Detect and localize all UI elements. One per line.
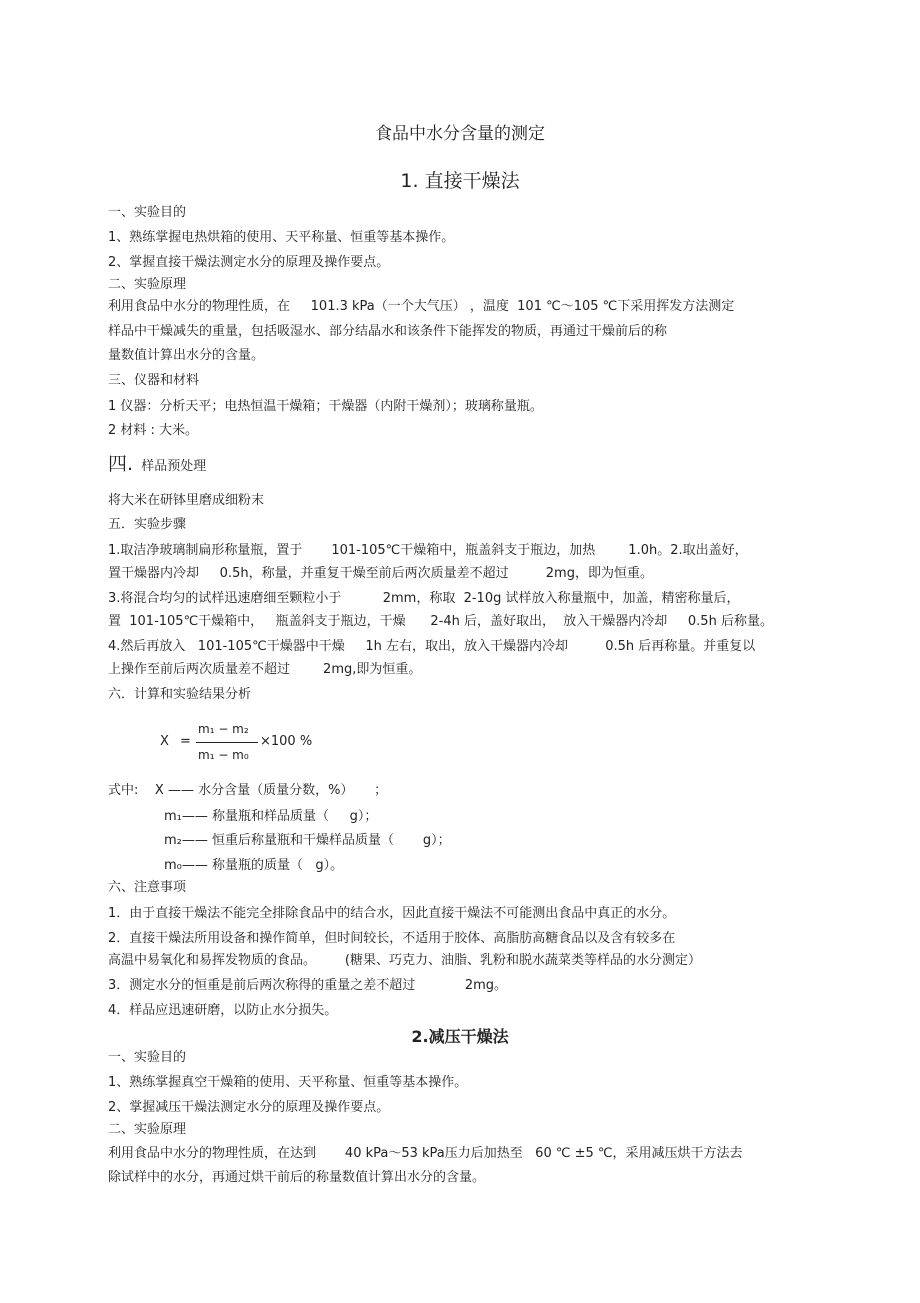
- s1-step-text: 3.将混合均匀的试样迅速磨细至颗粒小于 2mm，称取 2-10g 试样放入称量瓶中，加盖，精密称量后，: [108, 591, 740, 606]
- s1-step-text: 置干燥器内冷却 0.5h，称量，并重复干燥至前后两次质量差不超过 2mg，即为恒重。: [108, 566, 653, 581]
- s1-principle-text: 样品中干燥减失的重量，包括吸湿水、部分结晶水和该条件下能挥发的物质，再通过干燥前后的称: [108, 324, 668, 339]
- s1-where-item: m₂—— 恒重后称量瓶和干燥样品质量（ g）；: [164, 833, 451, 848]
- formula-lhs: X: [160, 734, 169, 749]
- s1-notes-heading: 六、注意事项: [108, 880, 187, 895]
- s1-note-text: 高温中易氧化和易挥发物质的食品。 (糖果、巧克力、油脂、乳粉和脱水蔬菜类等样品的水分测定）: [108, 953, 701, 968]
- s1-calc-heading: 六．计算和实验结果分析: [108, 687, 252, 702]
- s1-pretreat-text: 将大米在研钵里磨成细粉末: [108, 493, 265, 508]
- s1-note-text: 4．样品应迅速研磨，以防止水分损失。: [108, 1003, 338, 1018]
- s1-instruments-item: 1 仪器：分析天平；电热恒温干燥箱；干燥器（内附干燥剂）；玻璃称量瓶。: [108, 399, 543, 414]
- s1-note-text: 2．直接干燥法所用设备和操作简单，但时间较长，不适用于胶体、高脂肪高糖食品以及含有较多在: [108, 931, 676, 946]
- s1-step-text: 上操作至前后两次质量差不超过 2mg,即为恒重。: [108, 662, 422, 677]
- s1-purpose-heading: 一、实验目的: [108, 205, 187, 220]
- s1-step-text: 1.取洁净玻璃制扁形称量瓶，置于 101-105℃干燥箱中，瓶盖斜支于瓶边，加热 1.0h。2.取出盖好，: [108, 543, 748, 558]
- s2-purpose-item: 1、熟练掌握真空干燥箱的使用、天平称量、恒重等基本操作。: [108, 1075, 468, 1090]
- formula-denominator: m₁ − m₀: [198, 748, 249, 762]
- s1-purpose-item: 1、熟练掌握电热烘箱的使用、天平称量、恒重等基本操作。: [108, 230, 455, 245]
- s2-principle-text: 利用食品中水分的物理性质，在达到 40 kPa～53 kPa压力后加热至 60 ℃ ±5 ℃，采用减压烘干方法去: [108, 1146, 743, 1161]
- s2-principle-heading: 二、实验原理: [108, 1122, 187, 1137]
- formula-fraction-bar: [196, 742, 258, 743]
- s2-principle-text: 除试样中的水分，再通过烘干前后的称量数值计算出水分的含量。: [108, 1170, 486, 1185]
- s2-purpose-item: 2、掌握减压干燥法测定水分的原理及操作要点。: [108, 1100, 390, 1115]
- s1-pretreat-number: 四.: [108, 453, 134, 475]
- s1-where-item: m₀—— 称量瓶的质量（ g）。: [164, 858, 344, 873]
- s1-instruments-heading: 三、仪器和材料: [108, 373, 200, 388]
- s1-note-text: 1．由于直接干燥法不能完全排除食品中的结合水，因此直接干燥法不可能测出食品中真正的水分。: [108, 906, 676, 921]
- formula-numerator: m₁ − m₂: [198, 722, 249, 736]
- s1-step-text: 4.然后再放入 101-105℃干燥器中干燥 1h 左右，取出，放入干燥器内冷却 0.5h 后再称量。并重复以: [108, 639, 756, 654]
- s1-principle-text: 量数值计算出水分的含量。: [108, 348, 265, 363]
- moisture-formula: [160, 722, 360, 772]
- document-title: 食品中水分含量的测定: [375, 124, 545, 144]
- formula-multiplier: ×100 %: [260, 734, 313, 749]
- s1-where-item: m₁—— 称量瓶和样品质量（ g）；: [164, 809, 378, 824]
- s2-purpose-heading: 一、实验目的: [108, 1050, 187, 1065]
- section-2-heading: 2.减压干燥法: [411, 1027, 509, 1046]
- section-1-heading: 1. 直接干燥法: [400, 170, 520, 192]
- s1-steps-heading: 五．实验步骤: [108, 517, 187, 532]
- s1-step-text: 置 101-105℃干燥箱中， 瓶盖斜支于瓶边，干燥 2-4h 后，盖好取出， 放入干燥器内冷却 0.5h 后称量。: [108, 614, 773, 629]
- formula-equals: =: [180, 734, 191, 749]
- s1-purpose-item: 2、掌握直接干燥法测定水分的原理及操作要点。: [108, 255, 390, 270]
- s1-where-text: 式中: X —— 水分含量（质量分数，%） ；: [108, 783, 388, 798]
- s1-principle-heading: 二、实验原理: [108, 277, 187, 292]
- s1-pretreat-heading-line: [108, 455, 206, 476]
- s1-pretreat-heading: 样品预处理: [133, 459, 207, 474]
- s1-instruments-item: 2 材料 : 大米。: [108, 423, 199, 438]
- s1-note-text: 3．测定水分的恒重是前后两次称得的重量之差不超过 2mg。: [108, 978, 508, 993]
- s1-principle-text: 利用食品中水分的物理性质，在 101.3 kPa（一个大气压） ，温度 101 ℃～105 ℃下采用挥发方法测定: [108, 299, 735, 314]
